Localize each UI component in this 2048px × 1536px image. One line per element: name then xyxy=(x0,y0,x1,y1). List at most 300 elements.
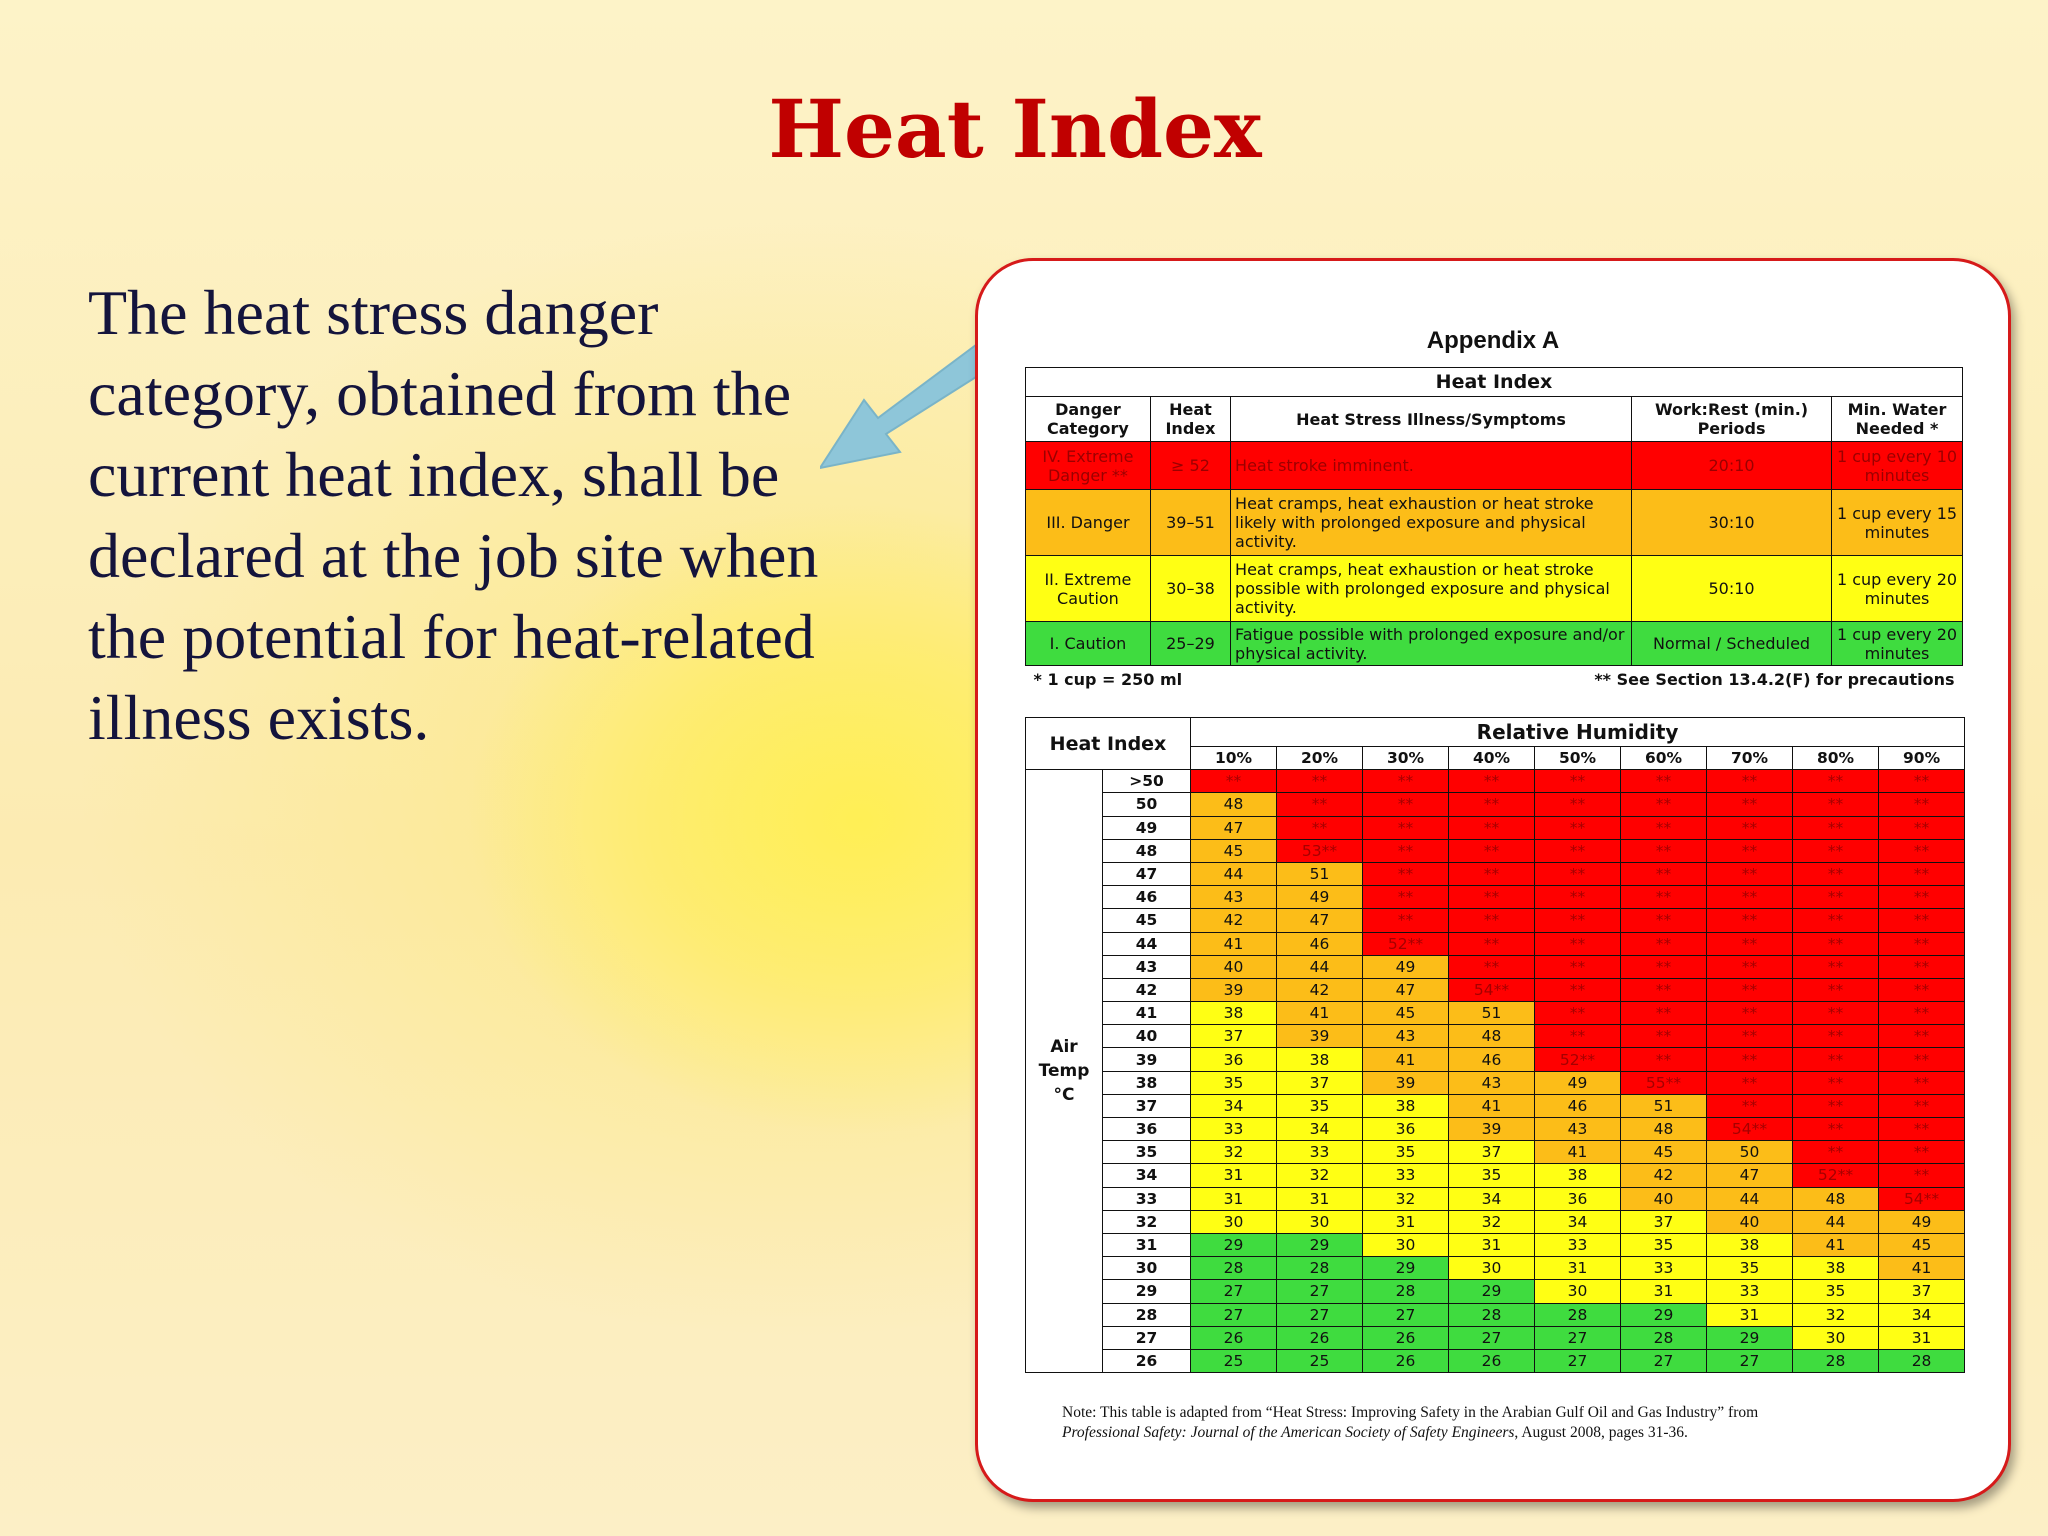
heat-index-cell: 40 xyxy=(1707,1210,1793,1233)
heat-index-cell: 38 xyxy=(1535,1164,1621,1187)
heat-index-row xyxy=(1026,1210,1965,1233)
heat-index-cell: 28 xyxy=(1535,1303,1621,1326)
heat-index-cell: 33 xyxy=(1191,1118,1277,1141)
heat-index-cell: ** xyxy=(1621,793,1707,816)
heat-index-cell: ** xyxy=(1793,816,1879,839)
heat-index-cell: 43 xyxy=(1191,886,1277,909)
heat-index-cell: 55** xyxy=(1621,1071,1707,1094)
heat-index-cell: ** xyxy=(1793,770,1879,793)
air-temp-value: 34 xyxy=(1103,1164,1191,1187)
heat-index-cell: ** xyxy=(1363,862,1449,885)
heat-index-cell: ** xyxy=(1793,1118,1879,1141)
heat-index-cell: 52** xyxy=(1535,1048,1621,1071)
heat-index-cell: 42 xyxy=(1277,978,1363,1001)
category-name: II. Extreme Caution xyxy=(1026,556,1151,622)
heat-index-cell: ** xyxy=(1793,839,1879,862)
heat-index-cell: 46 xyxy=(1535,1094,1621,1117)
air-temp-value: 42 xyxy=(1103,978,1191,1001)
heat-index-cell: 45 xyxy=(1363,1002,1449,1025)
heat-index-cell: 25 xyxy=(1277,1349,1363,1372)
heat-index-cell: 45 xyxy=(1191,839,1277,862)
heat-index-cell: ** xyxy=(1707,770,1793,793)
air-temp-value: 27 xyxy=(1103,1326,1191,1349)
category-symptoms: Fatigue possible with prolonged exposure and/or physical activity. xyxy=(1231,622,1632,666)
heat-index-cell: 44 xyxy=(1277,955,1363,978)
heat-index-row xyxy=(1026,1326,1965,1349)
heat-index-cell: 35 xyxy=(1191,1071,1277,1094)
heat-index-cell: 38 xyxy=(1277,1048,1363,1071)
heat-index-row xyxy=(1026,1071,1965,1094)
humidity-header: 20% xyxy=(1277,747,1363,770)
heat-index-cell: 26 xyxy=(1277,1326,1363,1349)
source-note-journal: Professional Safety: Journal of the American Society of Safety Engineers xyxy=(1062,1424,1515,1441)
heat-index-cell: ** xyxy=(1793,978,1879,1001)
heat-index-cell: 36 xyxy=(1191,1048,1277,1071)
category-row-caution xyxy=(1026,622,1963,666)
heat-index-cell: ** xyxy=(1277,793,1363,816)
heat-index-cell: 34 xyxy=(1535,1210,1621,1233)
heat-index-cell: 40 xyxy=(1191,955,1277,978)
heat-index-cell: ** xyxy=(1449,909,1535,932)
heat-index-cell: ** xyxy=(1535,839,1621,862)
heat-index-cell: 27 xyxy=(1449,1326,1535,1349)
heat-index-cell: 44 xyxy=(1191,862,1277,885)
heat-index-cell: 27 xyxy=(1621,1349,1707,1372)
heat-index-cell: 26 xyxy=(1449,1349,1535,1372)
heat-index-cell: 31 xyxy=(1879,1326,1965,1349)
heat-index-cell: ** xyxy=(1879,770,1965,793)
heat-index-cell: 31 xyxy=(1191,1187,1277,1210)
heat-index-cell: ** xyxy=(1793,1071,1879,1094)
heat-index-cell: ** xyxy=(1707,886,1793,909)
heat-index-cell: ** xyxy=(1621,1025,1707,1048)
heat-index-cell: ** xyxy=(1707,909,1793,932)
heat-index-cell: 37 xyxy=(1449,1141,1535,1164)
heat-index-cell: 37 xyxy=(1621,1210,1707,1233)
heat-index-row xyxy=(1026,770,1965,793)
category-symptoms: Heat cramps, heat exhaustion or heat stroke possible with prolonged exposure and physical activity. xyxy=(1231,556,1632,622)
category-work-rest: 30:10 xyxy=(1632,490,1832,556)
heat-index-row xyxy=(1026,1164,1965,1187)
heat-index-cell: 28 xyxy=(1277,1257,1363,1280)
category-index: 25–29 xyxy=(1150,622,1230,666)
heat-index-cell: ** xyxy=(1793,932,1879,955)
appendix-card xyxy=(975,258,2011,1502)
category-name: III. Danger xyxy=(1026,490,1151,556)
heat-index-row xyxy=(1026,1048,1965,1071)
heat-index-cell: ** xyxy=(1707,816,1793,839)
air-temp-value: 38 xyxy=(1103,1071,1191,1094)
heat-index-cell: 31 xyxy=(1535,1257,1621,1280)
heat-index-cell: ** xyxy=(1621,1048,1707,1071)
heat-index-cell: 47 xyxy=(1277,909,1363,932)
heat-index-cell: 27 xyxy=(1707,1349,1793,1372)
heat-index-cell: ** xyxy=(1793,1094,1879,1117)
heat-index-cell: ** xyxy=(1793,862,1879,885)
heat-index-cell: ** xyxy=(1449,793,1535,816)
heat-index-cell: ** xyxy=(1707,1094,1793,1117)
heat-index-cell: ** xyxy=(1363,793,1449,816)
heat-index-cell: 43 xyxy=(1363,1025,1449,1048)
category-work-rest: 20:10 xyxy=(1632,442,1832,490)
heat-index-row xyxy=(1026,932,1965,955)
heat-index-cell: ** xyxy=(1707,862,1793,885)
heat-index-cell: ** xyxy=(1449,886,1535,909)
heat-index-cell: 42 xyxy=(1621,1164,1707,1187)
air-temp-value: 45 xyxy=(1103,909,1191,932)
appendix-title: Appendix A xyxy=(1426,327,1560,354)
heat-index-cell: ** xyxy=(1449,839,1535,862)
air-temp-value: 35 xyxy=(1103,1141,1191,1164)
heat-index-cell: ** xyxy=(1621,909,1707,932)
heat-index-cell: 43 xyxy=(1449,1071,1535,1094)
heat-index-cell: ** xyxy=(1879,1164,1965,1187)
heat-index-cell: ** xyxy=(1535,932,1621,955)
heat-index-cell: 27 xyxy=(1277,1303,1363,1326)
header-min-water: Min. Water Needed * xyxy=(1832,397,1963,442)
category-row-extreme-danger xyxy=(1026,442,1963,490)
heat-index-cell: 48 xyxy=(1449,1025,1535,1048)
heat-index-cell: 31 xyxy=(1191,1164,1277,1187)
heat-index-cell: ** xyxy=(1363,886,1449,909)
heat-index-row xyxy=(1026,862,1965,885)
heat-index-cell: 27 xyxy=(1363,1303,1449,1326)
heat-index-cell: 30 xyxy=(1277,1210,1363,1233)
heat-index-cell: ** xyxy=(1879,1071,1965,1094)
heat-index-cell: 35 xyxy=(1363,1141,1449,1164)
heat-index-row xyxy=(1026,886,1965,909)
heat-index-cell: ** xyxy=(1707,955,1793,978)
heat-index-cell: ** xyxy=(1535,1025,1621,1048)
heat-index-cell: 53** xyxy=(1277,839,1363,862)
air-temp-value: 30 xyxy=(1103,1257,1191,1280)
heat-index-cell: 51 xyxy=(1277,862,1363,885)
heat-index-cell: 45 xyxy=(1879,1233,1965,1256)
heat-index-cell: ** xyxy=(1363,816,1449,839)
heat-index-cell: 29 xyxy=(1449,1280,1535,1303)
heat-index-row xyxy=(1026,816,1965,839)
heat-index-cell: 54** xyxy=(1449,978,1535,1001)
heat-index-cell: 28 xyxy=(1879,1349,1965,1372)
heat-index-cell: 34 xyxy=(1191,1094,1277,1117)
air-temp-value: 46 xyxy=(1103,886,1191,909)
heat-index-cell: ** xyxy=(1363,770,1449,793)
heat-index-cell: 38 xyxy=(1707,1233,1793,1256)
air-temp-value: 41 xyxy=(1103,1002,1191,1025)
heat-index-cell: ** xyxy=(1879,862,1965,885)
heat-index-cell: 30 xyxy=(1363,1233,1449,1256)
heat-index-cell: 28 xyxy=(1449,1303,1535,1326)
heat-index-cell: 35 xyxy=(1277,1094,1363,1117)
heat-index-cell: ** xyxy=(1621,816,1707,839)
heat-index-cell: 47 xyxy=(1191,816,1277,839)
heat-index-cell: 49 xyxy=(1879,1210,1965,1233)
header-danger-category: Danger Category xyxy=(1026,397,1151,442)
header-work-rest: Work:Rest (min.) Periods xyxy=(1632,397,1832,442)
air-temp-value: 48 xyxy=(1103,839,1191,862)
heat-index-cell: ** xyxy=(1879,1094,1965,1117)
heat-index-cell: 36 xyxy=(1363,1118,1449,1141)
heat-index-cell: 29 xyxy=(1191,1233,1277,1256)
heat-index-cell: 31 xyxy=(1363,1210,1449,1233)
air-temp-value: 33 xyxy=(1103,1187,1191,1210)
heat-index-row xyxy=(1026,1233,1965,1256)
footnote-cup: * 1 cup = 250 ml xyxy=(1026,666,1231,694)
heat-index-cell: ** xyxy=(1879,1025,1965,1048)
heat-index-cell: ** xyxy=(1621,770,1707,793)
heat-index-cell: 54** xyxy=(1879,1187,1965,1210)
heat-index-cell: ** xyxy=(1449,955,1535,978)
heat-index-row xyxy=(1026,978,1965,1001)
heat-index-table xyxy=(1025,717,1965,1373)
heat-index-cell: ** xyxy=(1621,839,1707,862)
heat-index-cell: 41 xyxy=(1277,1002,1363,1025)
heat-index-cell: ** xyxy=(1191,770,1277,793)
heat-index-cell: ** xyxy=(1535,793,1621,816)
heat-index-cell: 33 xyxy=(1277,1141,1363,1164)
heat-index-cell: 38 xyxy=(1793,1257,1879,1280)
heat-index-cell: ** xyxy=(1793,1002,1879,1025)
heat-index-cell: 38 xyxy=(1363,1094,1449,1117)
heat-index-cell: 28 xyxy=(1793,1349,1879,1372)
heat-index-row xyxy=(1026,1349,1965,1372)
heat-index-cell: ** xyxy=(1707,1025,1793,1048)
heat-index-cell: 34 xyxy=(1449,1187,1535,1210)
humidity-header: 40% xyxy=(1449,747,1535,770)
slide-body-text: The heat stress danger category, obtained from the current heat index, shall be declared at the job site when the potential for heat-related illness exists. xyxy=(88,277,819,753)
air-temp-label: Air Temp °C xyxy=(1026,770,1103,1373)
humidity-header: 70% xyxy=(1707,747,1793,770)
heat-index-row xyxy=(1026,955,1965,978)
heat-index-cell: ** xyxy=(1707,793,1793,816)
heat-index-cell: 51 xyxy=(1449,1002,1535,1025)
heat-index-row xyxy=(1026,1118,1965,1141)
category-work-rest: Normal / Scheduled xyxy=(1632,622,1832,666)
header-heat-index: Heat Index xyxy=(1150,397,1230,442)
heat-index-row xyxy=(1026,793,1965,816)
heat-index-cell: ** xyxy=(1363,839,1449,862)
heat-index-cell: 47 xyxy=(1363,978,1449,1001)
category-name: IV. Extreme Danger ** xyxy=(1026,442,1151,490)
heat-index-cell: 31 xyxy=(1621,1280,1707,1303)
heat-index-cell: 35 xyxy=(1707,1257,1793,1280)
heat-index-cell: 42 xyxy=(1191,909,1277,932)
heat-index-cell: 29 xyxy=(1621,1303,1707,1326)
air-temp-value: 47 xyxy=(1103,862,1191,885)
heat-index-cell: 35 xyxy=(1621,1233,1707,1256)
category-row-extreme-caution xyxy=(1026,556,1963,622)
category-water: 1 cup every 10 minutes xyxy=(1832,442,1963,490)
heat-index-cell: ** xyxy=(1879,886,1965,909)
heat-index-cell: ** xyxy=(1449,932,1535,955)
heat-index-cell: ** xyxy=(1535,886,1621,909)
heat-index-cell: ** xyxy=(1707,932,1793,955)
heat-index-cell: 40 xyxy=(1621,1187,1707,1210)
heat-index-cell: 41 xyxy=(1363,1048,1449,1071)
heat-index-cell: 35 xyxy=(1449,1164,1535,1187)
heat-index-cell: 52** xyxy=(1793,1164,1879,1187)
heat-index-cell: 51 xyxy=(1621,1094,1707,1117)
heat-index-cell: 27 xyxy=(1277,1280,1363,1303)
heat-index-row xyxy=(1026,1303,1965,1326)
heat-index-cell: ** xyxy=(1621,1002,1707,1025)
humidity-header: 50% xyxy=(1535,747,1621,770)
humidity-header: 90% xyxy=(1879,747,1965,770)
category-symptoms: Heat cramps, heat exhaustion or heat stroke likely with prolonged exposure and physical activity. xyxy=(1231,490,1632,556)
heat-index-cell: ** xyxy=(1707,1048,1793,1071)
humidity-header: 10% xyxy=(1191,747,1277,770)
heat-index-cell: ** xyxy=(1535,770,1621,793)
heat-index-corner-label: Heat Index xyxy=(1026,718,1191,770)
heat-index-cell: ** xyxy=(1879,1118,1965,1141)
heat-index-cell: ** xyxy=(1277,816,1363,839)
heat-index-cell: ** xyxy=(1535,909,1621,932)
heat-index-cell: 29 xyxy=(1363,1257,1449,1280)
air-temp-value: 32 xyxy=(1103,1210,1191,1233)
heat-index-cell: 36 xyxy=(1535,1187,1621,1210)
heat-index-cell: 31 xyxy=(1707,1303,1793,1326)
category-index: 39–51 xyxy=(1150,490,1230,556)
heat-index-cell: 44 xyxy=(1707,1187,1793,1210)
heat-index-cell: ** xyxy=(1879,909,1965,932)
air-temp-value: >50 xyxy=(1103,770,1191,793)
heat-index-cell: 34 xyxy=(1879,1303,1965,1326)
heat-index-cell: ** xyxy=(1621,886,1707,909)
heat-index-cell: 30 xyxy=(1793,1326,1879,1349)
heat-index-cell: ** xyxy=(1621,955,1707,978)
heat-index-cell: 37 xyxy=(1879,1280,1965,1303)
heat-index-cell: 25 xyxy=(1191,1349,1277,1372)
heat-index-cell: 28 xyxy=(1191,1257,1277,1280)
heat-index-cell: 28 xyxy=(1621,1326,1707,1349)
humidity-header: 30% xyxy=(1363,747,1449,770)
heat-index-cell: 30 xyxy=(1535,1280,1621,1303)
air-temp-value: 28 xyxy=(1103,1303,1191,1326)
heat-index-cell: ** xyxy=(1793,886,1879,909)
heat-index-cell: 33 xyxy=(1363,1164,1449,1187)
heat-index-cell: 37 xyxy=(1191,1025,1277,1048)
heat-index-cell: 48 xyxy=(1191,793,1277,816)
heat-index-cell: 29 xyxy=(1277,1233,1363,1256)
heat-index-cell: ** xyxy=(1793,793,1879,816)
slide-title: Heat Index xyxy=(768,82,1262,176)
heat-index-cell: 29 xyxy=(1707,1326,1793,1349)
heat-index-cell: 49 xyxy=(1277,886,1363,909)
heat-index-cell: 33 xyxy=(1621,1257,1707,1280)
heat-index-cell: ** xyxy=(1707,839,1793,862)
heat-index-cell: 50 xyxy=(1707,1141,1793,1164)
heat-index-cell: 49 xyxy=(1535,1071,1621,1094)
heat-index-cell: 33 xyxy=(1707,1280,1793,1303)
heat-index-cell: 44 xyxy=(1793,1210,1879,1233)
air-temp-value: 44 xyxy=(1103,932,1191,955)
heat-index-cell: ** xyxy=(1879,978,1965,1001)
humidity-header: 60% xyxy=(1621,747,1707,770)
heat-index-cell: 33 xyxy=(1535,1233,1621,1256)
heat-index-cell: 41 xyxy=(1879,1257,1965,1280)
heat-index-cell: 48 xyxy=(1793,1187,1879,1210)
category-symptoms: Heat stroke imminent. xyxy=(1231,442,1632,490)
heat-index-cell: 49 xyxy=(1363,955,1449,978)
air-temp-value: 36 xyxy=(1103,1118,1191,1141)
heat-index-row xyxy=(1026,1187,1965,1210)
heat-index-cell: ** xyxy=(1879,1002,1965,1025)
heat-index-cell: 41 xyxy=(1535,1141,1621,1164)
category-table-caption: Heat Index xyxy=(1026,368,1963,397)
heat-index-cell: ** xyxy=(1449,770,1535,793)
heat-index-cell: ** xyxy=(1621,932,1707,955)
heat-index-cell: 41 xyxy=(1449,1094,1535,1117)
heat-index-cell: 41 xyxy=(1191,932,1277,955)
heat-index-cell: 37 xyxy=(1277,1071,1363,1094)
heat-index-cell: 34 xyxy=(1277,1118,1363,1141)
heat-index-cell: 41 xyxy=(1793,1233,1879,1256)
category-water: 1 cup every 15 minutes xyxy=(1832,490,1963,556)
heat-index-cell: 43 xyxy=(1535,1118,1621,1141)
heat-index-cell: 26 xyxy=(1363,1349,1449,1372)
air-temp-value: 50 xyxy=(1103,793,1191,816)
danger-category-table xyxy=(1025,367,1963,693)
humidity-header: 80% xyxy=(1793,747,1879,770)
heat-index-row xyxy=(1026,909,1965,932)
heat-index-row xyxy=(1026,1257,1965,1280)
heat-index-cell: 38 xyxy=(1191,1002,1277,1025)
heat-index-row xyxy=(1026,1141,1965,1164)
header-symptoms: Heat Stress Illness/Symptoms xyxy=(1231,397,1632,442)
heat-index-cell: ** xyxy=(1793,909,1879,932)
category-work-rest: 50:10 xyxy=(1632,556,1832,622)
heat-index-cell: 46 xyxy=(1277,932,1363,955)
heat-index-row xyxy=(1026,1002,1965,1025)
heat-index-cell: 27 xyxy=(1535,1349,1621,1372)
heat-index-cell: 52** xyxy=(1363,932,1449,955)
heat-index-cell: 48 xyxy=(1621,1118,1707,1141)
heat-index-cell: 32 xyxy=(1277,1164,1363,1187)
heat-index-cell: ** xyxy=(1449,862,1535,885)
heat-index-cell: 26 xyxy=(1363,1326,1449,1349)
air-temp-value: 29 xyxy=(1103,1280,1191,1303)
relative-humidity-label: Relative Humidity xyxy=(1191,718,1965,747)
heat-index-cell: 32 xyxy=(1363,1187,1449,1210)
category-water: 1 cup every 20 minutes xyxy=(1832,622,1963,666)
heat-index-cell: ** xyxy=(1879,1141,1965,1164)
heat-index-cell: ** xyxy=(1793,1025,1879,1048)
heat-index-cell: 30 xyxy=(1449,1257,1535,1280)
air-temp-value: 49 xyxy=(1103,816,1191,839)
category-index: 30–38 xyxy=(1150,556,1230,622)
heat-index-cell: 39 xyxy=(1191,978,1277,1001)
heat-index-cell: 32 xyxy=(1449,1210,1535,1233)
air-temp-value: 26 xyxy=(1103,1349,1191,1372)
heat-index-cell: ** xyxy=(1277,770,1363,793)
heat-index-row xyxy=(1026,839,1965,862)
footnote-precautions: ** See Section 13.4.2(F) for precautions xyxy=(1231,666,1963,694)
heat-index-cell: ** xyxy=(1879,816,1965,839)
heat-index-cell: ** xyxy=(1707,1071,1793,1094)
heat-index-cell: ** xyxy=(1535,955,1621,978)
heat-index-cell: 30 xyxy=(1191,1210,1277,1233)
heat-index-cell: ** xyxy=(1879,955,1965,978)
heat-index-cell: 39 xyxy=(1449,1118,1535,1141)
category-water: 1 cup every 20 minutes xyxy=(1832,556,1963,622)
heat-index-cell: 35 xyxy=(1793,1280,1879,1303)
heat-index-cell: 27 xyxy=(1535,1326,1621,1349)
heat-index-cell: ** xyxy=(1793,1048,1879,1071)
air-temp-value: 37 xyxy=(1103,1094,1191,1117)
air-temp-value: 31 xyxy=(1103,1233,1191,1256)
heat-index-cell: ** xyxy=(1879,932,1965,955)
heat-index-cell: 39 xyxy=(1363,1071,1449,1094)
